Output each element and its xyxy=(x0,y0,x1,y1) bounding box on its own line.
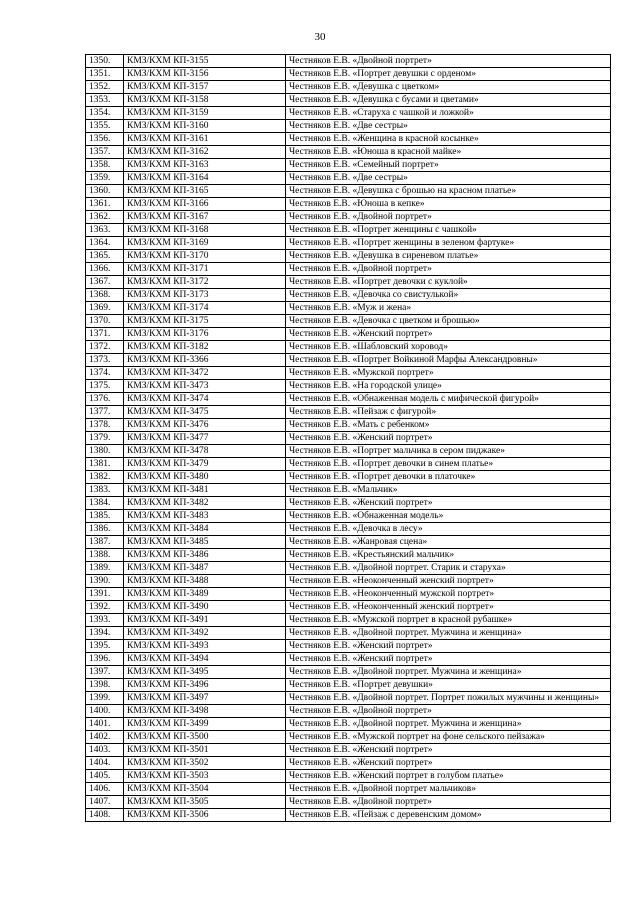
inventory-number-cell: КМЗ/КХМ КП-3491 xyxy=(124,614,286,627)
row-number-cell: 1373. xyxy=(86,354,124,367)
row-number-cell: 1397. xyxy=(86,666,124,679)
inventory-number-cell: КМЗ/КХМ КП-3170 xyxy=(124,250,286,263)
inventory-number-cell: КМЗ/КХМ КП-3474 xyxy=(124,393,286,406)
artwork-description-cell: Честняков Е.В. «Обнаженная модель» xyxy=(286,510,611,523)
artwork-description-cell: Честняков Е.В. «Мальчик» xyxy=(286,484,611,497)
table-row xyxy=(86,744,611,757)
artwork-description-cell: Честняков Е.В. «Женский портрет» xyxy=(286,328,611,341)
table-row xyxy=(86,328,611,341)
inventory-number-cell: КМЗ/КХМ КП-3502 xyxy=(124,757,286,770)
row-number-cell: 1404. xyxy=(86,757,124,770)
row-number-cell: 1400. xyxy=(86,705,124,718)
artwork-description-cell: Честняков Е.В. «Портрет женщины в зеленом фартуке» xyxy=(286,237,611,250)
row-number-cell: 1363. xyxy=(86,224,124,237)
artwork-description-cell: Честняков Е.В. «На городской улице» xyxy=(286,380,611,393)
registry-table-body xyxy=(86,55,611,822)
table-row xyxy=(86,445,611,458)
artwork-description-cell: Честняков Е.В. «Двойной портрет» xyxy=(286,705,611,718)
inventory-number-cell: КМЗ/КХМ КП-3366 xyxy=(124,354,286,367)
table-row xyxy=(86,627,611,640)
inventory-number-cell: КМЗ/КХМ КП-3174 xyxy=(124,302,286,315)
row-number-cell: 1359. xyxy=(86,172,124,185)
inventory-number-cell: КМЗ/КХМ КП-3498 xyxy=(124,705,286,718)
table-row xyxy=(86,354,611,367)
row-number-cell: 1384. xyxy=(86,497,124,510)
table-row xyxy=(86,562,611,575)
artwork-description-cell: Честняков Е.В. «Двойной портрет. Мужчина и женщина» xyxy=(286,666,611,679)
inventory-number-cell: КМЗ/КХМ КП-3505 xyxy=(124,796,286,809)
artwork-description-cell: Честняков Е.В. «Портрет девочки в синем платье» xyxy=(286,458,611,471)
row-number-cell: 1371. xyxy=(86,328,124,341)
table-row xyxy=(86,81,611,94)
artwork-description-cell: Честняков Е.В. «Двойной портрет» xyxy=(286,263,611,276)
row-number-cell: 1394. xyxy=(86,627,124,640)
table-row xyxy=(86,653,611,666)
table-row xyxy=(86,159,611,172)
table-row xyxy=(86,237,611,250)
table-row xyxy=(86,666,611,679)
inventory-number-cell: КМЗ/КХМ КП-3490 xyxy=(124,601,286,614)
inventory-number-cell: КМЗ/КХМ КП-3496 xyxy=(124,679,286,692)
artwork-description-cell: Честняков Е.В. «Обнаженная модель с мифической фигурой» xyxy=(286,393,611,406)
table-row xyxy=(86,614,611,627)
row-number-cell: 1377. xyxy=(86,406,124,419)
artwork-description-cell: Честняков Е.В. «Женский портрет в голубом платье» xyxy=(286,770,611,783)
row-number-cell: 1350. xyxy=(86,55,124,68)
artwork-description-cell: Честняков Е.В. «Девушка в сиреневом платье» xyxy=(286,250,611,263)
inventory-number-cell: КМЗ/КХМ КП-3476 xyxy=(124,419,286,432)
row-number-cell: 1387. xyxy=(86,536,124,549)
inventory-number-cell: КМЗ/КХМ КП-3168 xyxy=(124,224,286,237)
table-row xyxy=(86,393,611,406)
artwork-description-cell: Честняков Е.В. «Двойной портрет. Старик и старуха» xyxy=(286,562,611,575)
artwork-description-cell: Честняков Е.В. «Неоконченный мужской портрет» xyxy=(286,588,611,601)
artwork-description-cell: Честняков Е.В. «Женский портрет» xyxy=(286,744,611,757)
row-number-cell: 1389. xyxy=(86,562,124,575)
table-row xyxy=(86,380,611,393)
table-row xyxy=(86,809,611,822)
inventory-number-cell: КМЗ/КХМ КП-3495 xyxy=(124,666,286,679)
row-number-cell: 1388. xyxy=(86,549,124,562)
artwork-description-cell: Честняков Е.В. «Муж и жена» xyxy=(286,302,611,315)
table-row xyxy=(86,55,611,68)
artwork-description-cell: Честняков Е.В. «Юноша в кепке» xyxy=(286,198,611,211)
inventory-number-cell: КМЗ/КХМ КП-3482 xyxy=(124,497,286,510)
inventory-number-cell: КМЗ/КХМ КП-3481 xyxy=(124,484,286,497)
inventory-number-cell: КМЗ/КХМ КП-3479 xyxy=(124,458,286,471)
row-number-cell: 1382. xyxy=(86,471,124,484)
inventory-number-cell: КМЗ/КХМ КП-3176 xyxy=(124,328,286,341)
page-number: 30 xyxy=(314,31,326,43)
row-number-cell: 1385. xyxy=(86,510,124,523)
artwork-description-cell: Честняков Е.В. «Девочка со свистулькой» xyxy=(286,289,611,302)
row-number-cell: 1372. xyxy=(86,341,124,354)
row-number-cell: 1398. xyxy=(86,679,124,692)
table-row xyxy=(86,432,611,445)
row-number-cell: 1383. xyxy=(86,484,124,497)
row-number-cell: 1354. xyxy=(86,107,124,120)
inventory-number-cell: КМЗ/КХМ КП-3489 xyxy=(124,588,286,601)
inventory-number-cell: КМЗ/КХМ КП-3171 xyxy=(124,263,286,276)
table-row xyxy=(86,120,611,133)
inventory-number-cell: КМЗ/КХМ КП-3497 xyxy=(124,692,286,705)
artwork-description-cell: Честняков Е.В. «Двойной портрет» xyxy=(286,211,611,224)
table-row xyxy=(86,289,611,302)
artwork-description-cell: Честняков Е.В. «Двойной портрет мальчиков» xyxy=(286,783,611,796)
artwork-description-cell: Честняков Е.В. «Две сестры» xyxy=(286,120,611,133)
inventory-number-cell: КМЗ/КХМ КП-3169 xyxy=(124,237,286,250)
artwork-description-cell: Честняков Е.В. «Неоконченный женский портрет» xyxy=(286,575,611,588)
row-number-cell: 1393. xyxy=(86,614,124,627)
row-number-cell: 1370. xyxy=(86,315,124,328)
row-number-cell: 1391. xyxy=(86,588,124,601)
inventory-number-cell: КМЗ/КХМ КП-3160 xyxy=(124,120,286,133)
artwork-description-cell: Честняков Е.В. «Крестьянский мальчик» xyxy=(286,549,611,562)
artwork-description-cell: Честняков Е.В. «Девочка в лесу» xyxy=(286,523,611,536)
row-number-cell: 1376. xyxy=(86,393,124,406)
row-number-cell: 1362. xyxy=(86,211,124,224)
inventory-number-cell: КМЗ/КХМ КП-3480 xyxy=(124,471,286,484)
artwork-description-cell: Честняков Е.В. «Девушка с цветком» xyxy=(286,81,611,94)
inventory-number-cell: КМЗ/КХМ КП-3503 xyxy=(124,770,286,783)
artwork-description-cell: Честняков Е.В. «Двойной портрет. Портрет пожилых мужчины и женщины» xyxy=(286,692,611,705)
table-row xyxy=(86,640,611,653)
artwork-description-cell: Честняков Е.В. «Семейный портрет» xyxy=(286,159,611,172)
table-row xyxy=(86,783,611,796)
inventory-number-cell: КМЗ/КХМ КП-3484 xyxy=(124,523,286,536)
table-row xyxy=(86,575,611,588)
inventory-number-cell: КМЗ/КХМ КП-3175 xyxy=(124,315,286,328)
inventory-number-cell: КМЗ/КХМ КП-3159 xyxy=(124,107,286,120)
table-row xyxy=(86,419,611,432)
row-number-cell: 1364. xyxy=(86,237,124,250)
inventory-number-cell: КМЗ/КХМ КП-3155 xyxy=(124,55,286,68)
row-number-cell: 1356. xyxy=(86,133,124,146)
table-row xyxy=(86,302,611,315)
inventory-number-cell: КМЗ/КХМ КП-3504 xyxy=(124,783,286,796)
row-number-cell: 1396. xyxy=(86,653,124,666)
inventory-number-cell: КМЗ/КХМ КП-3485 xyxy=(124,536,286,549)
artwork-description-cell: Честняков Е.В. «Женский портрет» xyxy=(286,757,611,770)
row-number-cell: 1378. xyxy=(86,419,124,432)
artwork-description-cell: Честняков Е.В. «Женский портрет» xyxy=(286,640,611,653)
inventory-number-cell: КМЗ/КХМ КП-3172 xyxy=(124,276,286,289)
inventory-number-cell: КМЗ/КХМ КП-3499 xyxy=(124,718,286,731)
row-number-cell: 1358. xyxy=(86,159,124,172)
artwork-description-cell: Честняков Е.В. «Женский портрет» xyxy=(286,653,611,666)
row-number-cell: 1399. xyxy=(86,692,124,705)
row-number-cell: 1395. xyxy=(86,640,124,653)
table-row xyxy=(86,133,611,146)
inventory-number-cell: КМЗ/КХМ КП-3486 xyxy=(124,549,286,562)
row-number-cell: 1357. xyxy=(86,146,124,159)
table-row xyxy=(86,94,611,107)
table-row xyxy=(86,211,611,224)
artwork-description-cell: Честняков Е.В. «Двойной портрет» xyxy=(286,796,611,809)
inventory-number-cell: КМЗ/КХМ КП-3487 xyxy=(124,562,286,575)
table-row xyxy=(86,68,611,81)
table-row xyxy=(86,757,611,770)
table-row xyxy=(86,276,611,289)
table-row xyxy=(86,107,611,120)
row-number-cell: 1379. xyxy=(86,432,124,445)
artwork-description-cell: Честняков Е.В. «Портрет мальчика в сером пиджаке» xyxy=(286,445,611,458)
row-number-cell: 1351. xyxy=(86,68,124,81)
table-row xyxy=(86,796,611,809)
inventory-number-cell: КМЗ/КХМ КП-3500 xyxy=(124,731,286,744)
row-number-cell: 1365. xyxy=(86,250,124,263)
inventory-number-cell: КМЗ/КХМ КП-3157 xyxy=(124,81,286,94)
inventory-number-cell: КМЗ/КХМ КП-3161 xyxy=(124,133,286,146)
row-number-cell: 1401. xyxy=(86,718,124,731)
row-number-cell: 1381. xyxy=(86,458,124,471)
inventory-number-cell: КМЗ/КХМ КП-3501 xyxy=(124,744,286,757)
row-number-cell: 1375. xyxy=(86,380,124,393)
artwork-description-cell: Честняков Е.В. «Портрет девочки в платочке» xyxy=(286,471,611,484)
table-row xyxy=(86,731,611,744)
artwork-description-cell: Честняков Е.В. «Двойной портрет. Мужчина и женщина» xyxy=(286,718,611,731)
row-number-cell: 1407. xyxy=(86,796,124,809)
table-row xyxy=(86,692,611,705)
artwork-description-cell: Честняков Е.В. «Девочка с цветком и брошью» xyxy=(286,315,611,328)
table-row xyxy=(86,224,611,237)
row-number-cell: 1361. xyxy=(86,198,124,211)
artwork-description-cell: Честняков Е.В. «Двойной портрет» xyxy=(286,55,611,68)
inventory-number-cell: КМЗ/КХМ КП-3156 xyxy=(124,68,286,81)
table-row xyxy=(86,172,611,185)
row-number-cell: 1386. xyxy=(86,523,124,536)
artwork-description-cell: Честняков Е.В. «Юноша в красной майке» xyxy=(286,146,611,159)
table-row xyxy=(86,718,611,731)
artwork-description-cell: Честняков Е.В. «Пейзаж с фигурой» xyxy=(286,406,611,419)
artwork-description-cell: Честняков Е.В. «Пейзаж с деревенским домом» xyxy=(286,809,611,822)
row-number-cell: 1402. xyxy=(86,731,124,744)
row-number-cell: 1374. xyxy=(86,367,124,380)
artwork-description-cell: Честняков Е.В. «Мужской портрет на фоне сельского пейзажа» xyxy=(286,731,611,744)
row-number-cell: 1360. xyxy=(86,185,124,198)
inventory-number-cell: КМЗ/КХМ КП-3166 xyxy=(124,198,286,211)
inventory-number-cell: КМЗ/КХМ КП-3493 xyxy=(124,640,286,653)
inventory-number-cell: КМЗ/КХМ КП-3492 xyxy=(124,627,286,640)
table-row xyxy=(86,549,611,562)
table-row xyxy=(86,588,611,601)
table-row xyxy=(86,510,611,523)
table-row xyxy=(86,523,611,536)
artwork-description-cell: Честняков Е.В. «Девушка с брошью на красном платье» xyxy=(286,185,611,198)
table-row xyxy=(86,146,611,159)
inventory-number-cell: КМЗ/КХМ КП-3473 xyxy=(124,380,286,393)
table-row xyxy=(86,770,611,783)
artwork-description-cell: Честняков Е.В. «Портрет Войкиной Марфы Александровны» xyxy=(286,354,611,367)
artwork-description-cell: Честняков Е.В. «Женский портрет» xyxy=(286,497,611,510)
inventory-number-cell: КМЗ/КХМ КП-3163 xyxy=(124,159,286,172)
inventory-number-cell: КМЗ/КХМ КП-3477 xyxy=(124,432,286,445)
artwork-description-cell: Честняков Е.В. «Двойной портрет. Мужчина и женщина» xyxy=(286,627,611,640)
row-number-cell: 1408. xyxy=(86,809,124,822)
artwork-description-cell: Честняков Е.В. «Две сестры» xyxy=(286,172,611,185)
inventory-number-cell: КМЗ/КХМ КП-3173 xyxy=(124,289,286,302)
row-number-cell: 1406. xyxy=(86,783,124,796)
row-number-cell: 1366. xyxy=(86,263,124,276)
artwork-description-cell: Честняков Е.В. «Мужской портрет» xyxy=(286,367,611,380)
row-number-cell: 1352. xyxy=(86,81,124,94)
row-number-cell: 1355. xyxy=(86,120,124,133)
artwork-description-cell: Честняков Е.В. «Женщина в красной косынке» xyxy=(286,133,611,146)
inventory-number-cell: КМЗ/КХМ КП-3488 xyxy=(124,575,286,588)
artwork-description-cell: Честняков Е.В. «Неоконченный женский портрет» xyxy=(286,601,611,614)
artwork-description-cell: Честняков Е.В. «Мать с ребенком» xyxy=(286,419,611,432)
artwork-description-cell: Честняков Е.В. «Жанровая сцена» xyxy=(286,536,611,549)
row-number-cell: 1390. xyxy=(86,575,124,588)
artwork-description-cell: Честняков Е.В. «Женский портрет» xyxy=(286,432,611,445)
table-row xyxy=(86,536,611,549)
table-row xyxy=(86,198,611,211)
table-row xyxy=(86,471,611,484)
artwork-description-cell: Честняков Е.В. «Портрет девочки с куклой» xyxy=(286,276,611,289)
artwork-description-cell: Честняков Е.В. «Девушка с бусами и цветами» xyxy=(286,94,611,107)
inventory-number-cell: КМЗ/КХМ КП-3506 xyxy=(124,809,286,822)
table-row xyxy=(86,315,611,328)
inventory-number-cell: КМЗ/КХМ КП-3182 xyxy=(124,341,286,354)
inventory-number-cell: КМЗ/КХМ КП-3165 xyxy=(124,185,286,198)
inventory-number-cell: КМЗ/КХМ КП-3167 xyxy=(124,211,286,224)
inventory-number-cell: КМЗ/КХМ КП-3158 xyxy=(124,94,286,107)
inventory-number-cell: КМЗ/КХМ КП-3478 xyxy=(124,445,286,458)
table-row xyxy=(86,185,611,198)
table-row xyxy=(86,497,611,510)
table-row xyxy=(86,250,611,263)
row-number-cell: 1367. xyxy=(86,276,124,289)
row-number-cell: 1405. xyxy=(86,770,124,783)
row-number-cell: 1392. xyxy=(86,601,124,614)
artwork-description-cell: Честняков Е.В. «Портрет женщины с чашкой» xyxy=(286,224,611,237)
table-row xyxy=(86,484,611,497)
inventory-number-cell: КМЗ/КХМ КП-3475 xyxy=(124,406,286,419)
table-row xyxy=(86,705,611,718)
table-row xyxy=(86,601,611,614)
inventory-number-cell: КМЗ/КХМ КП-3162 xyxy=(124,146,286,159)
table-row xyxy=(86,406,611,419)
inventory-number-cell: КМЗ/КХМ КП-3494 xyxy=(124,653,286,666)
artwork-description-cell: Честняков Е.В. «Старуха с чашкой и ложкой» xyxy=(286,107,611,120)
table-row xyxy=(86,341,611,354)
artwork-description-cell: Честняков Е.В. «Шабловский хоровод» xyxy=(286,341,611,354)
artwork-description-cell: Честняков Е.В. «Портрет девушки» xyxy=(286,679,611,692)
table-row xyxy=(86,458,611,471)
row-number-cell: 1368. xyxy=(86,289,124,302)
table-row xyxy=(86,263,611,276)
row-number-cell: 1353. xyxy=(86,94,124,107)
inventory-number-cell: КМЗ/КХМ КП-3483 xyxy=(124,510,286,523)
row-number-cell: 1380. xyxy=(86,445,124,458)
artwork-description-cell: Честняков Е.В. «Портрет девушки с орденом» xyxy=(286,68,611,81)
artwork-description-cell: Честняков Е.В. «Мужской портрет в красной рубашке» xyxy=(286,614,611,627)
row-number-cell: 1369. xyxy=(86,302,124,315)
registry-table xyxy=(85,54,611,822)
inventory-number-cell: КМЗ/КХМ КП-3164 xyxy=(124,172,286,185)
table-row xyxy=(86,679,611,692)
row-number-cell: 1403. xyxy=(86,744,124,757)
table-row xyxy=(86,367,611,380)
inventory-number-cell: КМЗ/КХМ КП-3472 xyxy=(124,367,286,380)
